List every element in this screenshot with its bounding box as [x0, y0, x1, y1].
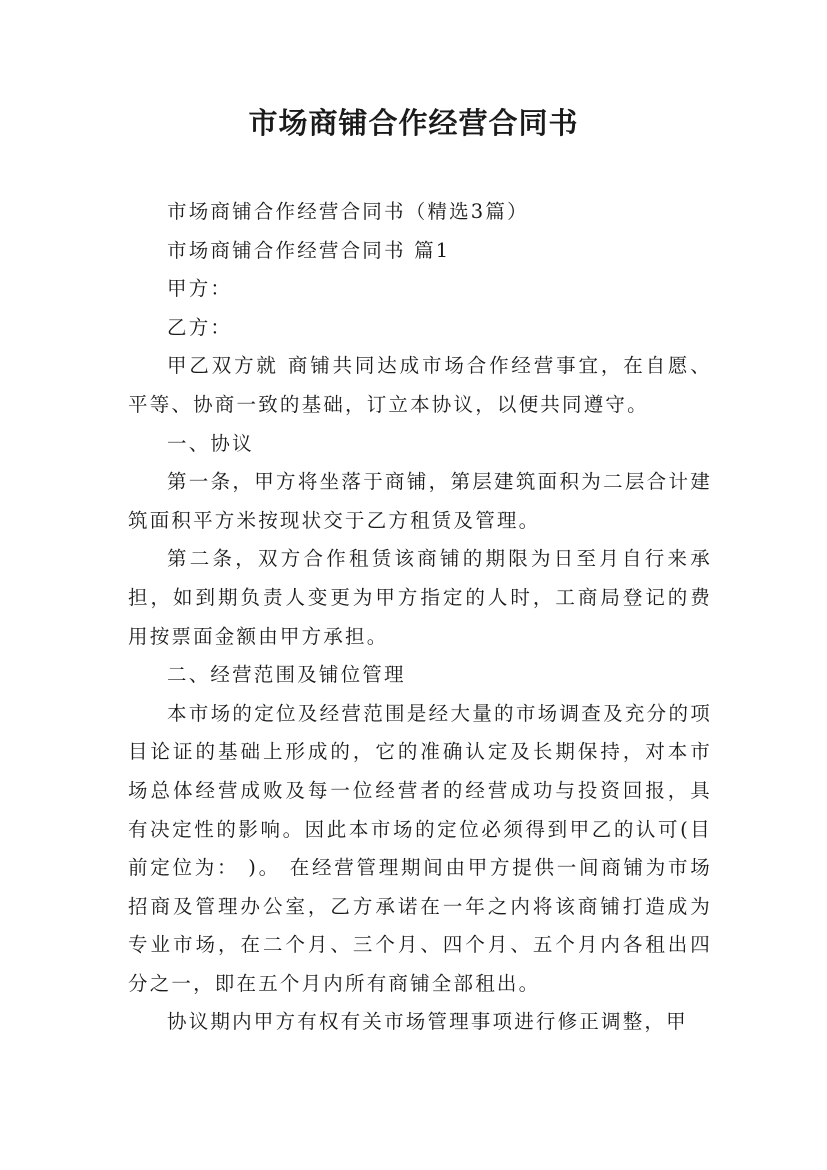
party-b-line: 乙方： — [167, 315, 233, 339]
document-title: 市场商铺合作经营合同书 — [248, 106, 579, 140]
scope-heading: 二、经营范围及铺位管理 — [167, 663, 406, 687]
article-one-paragraph: 第一条，甲方将坐落于商铺，第层建筑面积为二层合计建筑面积平方米按现状交于乙方租赁及管理。 — [128, 470, 712, 532]
section-heading-paragraph: 市场商铺合作经营合同书 篇1 — [167, 238, 451, 262]
revision-paragraph: 协议期内甲方有权有关市场管理事项进行修正调整，甲 — [167, 1010, 688, 1034]
subtitle-paragraph: 市场商铺合作经营合同书（精选3篇） — [167, 200, 529, 223]
party-a-line: 甲方： — [167, 277, 233, 301]
scope-paragraph: 本市场的定位及经营范围是经大量的市场调查及充分的项目论证的基础上形成的，它的准确认定及长期保持，对本市场总体经营成败及每一位经营者的经营成功与投资回报，具有决定性的影响。因此本市场的定位必须得到甲乙的认可(目前定位为： )。 在经营管理期间由甲方提供一间商铺为市场招商及管理办公室，乙方承诺在一年之内将该商铺打造成为专业市场，在二个月、三个月、四个月、五个月内各租出四分之一，即在五个月内所有商铺全部租出。 — [128, 701, 712, 995]
intro-paragraph: 甲乙双方就 商铺共同达成市场合作经营事宜，在自愿、平等、协商一致的基础，订立本协议，以便共同遵守。 — [128, 354, 712, 416]
article-two-paragraph: 第二条，双方合作租赁该商铺的期限为日至月自行来承担，如到期负责人变更为甲方指定的人时，工商局登记的费用按票面金额由甲方承担。 — [128, 547, 712, 648]
agreement-heading: 一、协议 — [167, 431, 254, 455]
document-body — [128, 193, 712, 1042]
